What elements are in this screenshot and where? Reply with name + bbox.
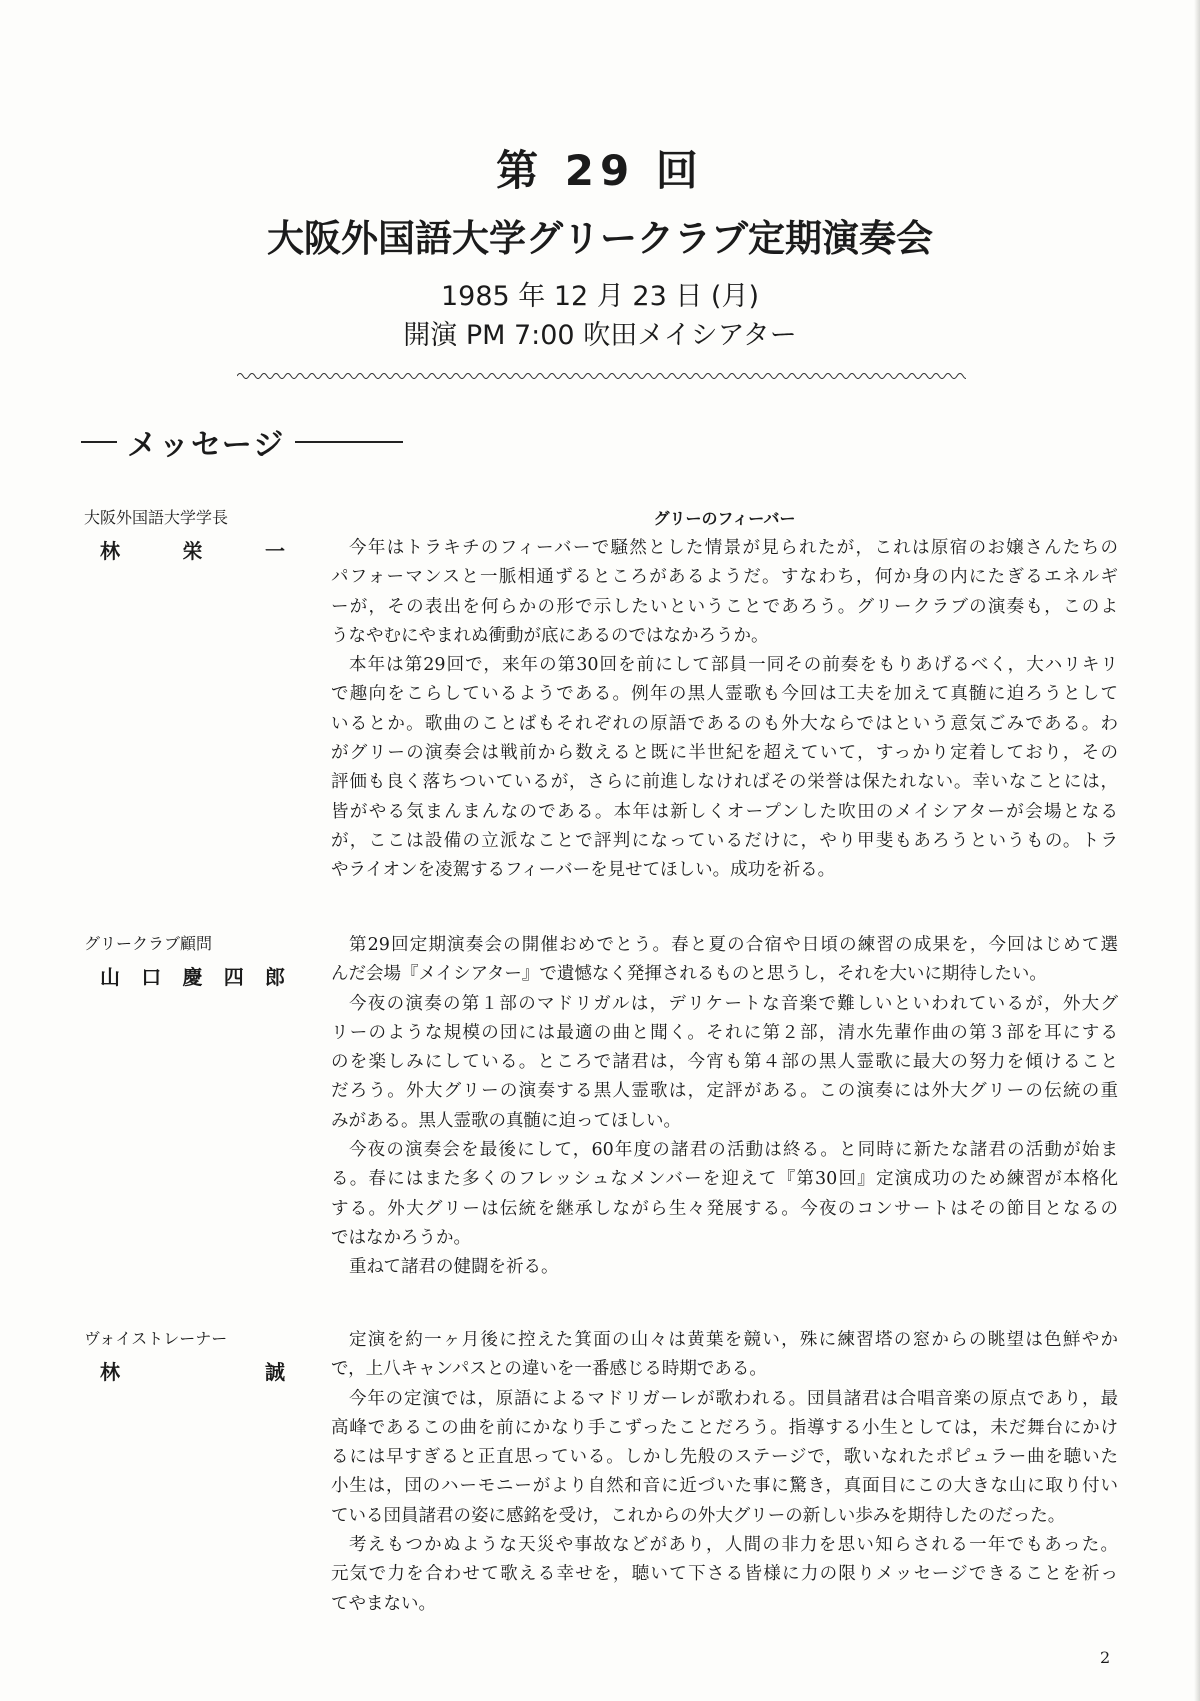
text-line: ーが，その表出を何らかの形で示したいということであろう。グリークラブの演奏も，このよ [331, 596, 1118, 617]
text-line: 考えもつかぬような天災や事故などがあり，人間の非力を思い知らされる一年でもあった。 [349, 1535, 1118, 1556]
text-line: ではなかろうか。 [331, 1227, 471, 1248]
text-line: 重ねて諸君の健闘を祈る。 [349, 1257, 559, 1278]
text-line: 今夜の演奏の第１部のマドリガルは，デリケートな音楽で難しいといわれているが，外大グ [349, 993, 1118, 1014]
text-line: んだ会場『メイシアター』で遺憾なく発揮されるものと思うし，それを大いに期待したい。 [331, 964, 1047, 985]
text-line: 第29回定期演奏会の開催おめでとう。春と夏の合宿や日頃の練習の成果を，今回はじめて選 [349, 935, 1118, 955]
author-name-char: 林 [100, 1360, 120, 1384]
message-section-heading [81, 420, 403, 464]
text-line: 元気で力を合わせて歌える幸せを，聴いて下さる皆様に力の限りメッセージできることを祈っ [331, 1564, 1118, 1585]
author-name-char: 栄 [182, 539, 203, 563]
wavy-divider [237, 370, 966, 382]
message-body [331, 931, 1118, 1283]
author-name-char: 四 [223, 965, 244, 989]
text-line: 定演を約一ヶ月後に控えた箕面の山々は黄葉を競い，殊に練習塔の窓からの眺望は色鮮やか [349, 1330, 1118, 1350]
heading-rule-right [295, 441, 403, 443]
message-body [331, 1326, 1118, 1619]
text-line: みがある。黒人霊歌の真髄に迫ってほしい。 [331, 1110, 681, 1131]
author-name [100, 961, 285, 990]
author-role: 大阪外国語大学学長 [84, 508, 229, 527]
author-role: ヴォイストレーナー [84, 1329, 228, 1348]
text-line: で，上八キャンパスとの違いを一番感じる時期である。 [331, 1359, 767, 1380]
text-line: が，ここは設備の立派なことで評判になっているだけに，やり甲斐もあろうというもの。トラ [331, 830, 1118, 851]
message-body [331, 509, 1118, 886]
text-line: 本年は第29回で，来年の第30回を前にして部員一同その前奏をもりあげるべく，大ハリキリ [349, 655, 1118, 676]
text-line: する。外大グリーは伝統を継承しながら生々発展する。今夜のコンサートはその節目となるの [331, 1198, 1118, 1219]
author-name-char: 山 [100, 965, 120, 989]
author-name-char: 口 [141, 965, 162, 989]
text-line: だろう。外大グリーの演奏する黒人霊歌は，定評がある。この演奏には外大グリーの伝統の重 [331, 1081, 1118, 1102]
text-line: 今年はトラキチのフィーバーで騒然とした情景が見られたが，これは原宿のお嬢さんたちの [349, 538, 1118, 558]
text-line: てやまない。 [331, 1593, 436, 1614]
text-line: がグリーの演奏会は戦前から数えると既に半世紀を超えていて，すっかり定着しており，その [331, 743, 1118, 764]
heading-rule-left [81, 441, 117, 443]
text-line: いるとか。歌曲のことばもそれぞれの原語であるのも外大ならではという意気ごみである。わ [331, 713, 1118, 734]
text-line: る。春にはまた多くのフレッシュなメンバーを迎えて『第30回』定演成功のため練習が本格化 [331, 1169, 1118, 1190]
author-name-char: 一 [265, 539, 285, 563]
author-name [100, 1356, 285, 1385]
text-line: うなやむにやまれぬ衝動が底にあるのではなかろうか。 [331, 625, 769, 646]
text-line: リーのような規模の団には最適の曲と聞く。それに第２部，清水先輩作曲の第３部を耳にする [331, 1022, 1118, 1043]
author-name-char: 慶 [182, 965, 203, 989]
page-number: 2 [1100, 1648, 1111, 1667]
text-line: ている団員諸君の姿に感銘を受け，これからの外大グリーの新しい歩みを期待したのだった。 [331, 1505, 1066, 1526]
author-name [100, 535, 285, 564]
text-line: のを楽しみにしている。ところで諸君は，今宵も第４部の黒人霊歌に最大の努力を傾けること [331, 1052, 1118, 1073]
text-line: 皆がやる気まんまんなのである。本年は新しくオープンした吹田のメイシアターが会場となる [331, 801, 1118, 822]
text-line: やライオンを凌駕するフィーバーを見せてほしい。成功を祈る。 [331, 860, 836, 881]
text-line: パフォーマンスと一脈相通ずるところがあるようだ。すなわち，何か身の内にたぎるエネルギ [331, 567, 1118, 588]
heading-text: メッセージ [127, 428, 286, 463]
author-name-char: 林 [100, 539, 120, 563]
concert-date: 1985 年 12 月 23 日 (月) [441, 281, 759, 312]
text-line: で趣向をこらしているようである。例年の黒人霊歌も今回は工夫を加えて真髄に迫ろうとして [331, 684, 1118, 705]
message-title: グリーのフィーバー [653, 509, 796, 528]
concert-title: 大阪外国語大学グリークラブ定期演奏会 [267, 217, 933, 260]
author-role: グリークラブ顧問 [84, 934, 213, 953]
text-line: 小生は，団のハーモニーがより自然和音に近づいた事に驚き，真面目にこの大きな山に取り付い [331, 1476, 1118, 1497]
concert-venue: 開演 PM 7:00 吹田メイシアター [403, 320, 797, 351]
text-line: 評価も良く落ちついているが，さらに前進しなければその栄誉は保たれない。幸いなことには， [331, 772, 1118, 793]
author-name-char: 郎 [265, 965, 285, 989]
author-name-char: 誠 [265, 1360, 285, 1384]
edition-heading: 第 29 回 [496, 146, 704, 195]
text-line: 高峰であるこの曲を前にかなり手こずったことだろう。指導する小生としては，未だ舞台にかけ [331, 1417, 1118, 1438]
text-line: 今夜の演奏会を最後にして，60年度の諸君の活動は終る。と同時に新たな諸君の活動が始ま [349, 1140, 1118, 1161]
text-line: るには早すぎると正直思っている。しかし先般のステージで，歌いなれたポピュラー曲を聴いた [331, 1447, 1118, 1468]
text-line: 今年の定演では，原語によるマドリガーレが歌われる。団員諸君は合唱音楽の原点であり，最 [349, 1388, 1118, 1409]
